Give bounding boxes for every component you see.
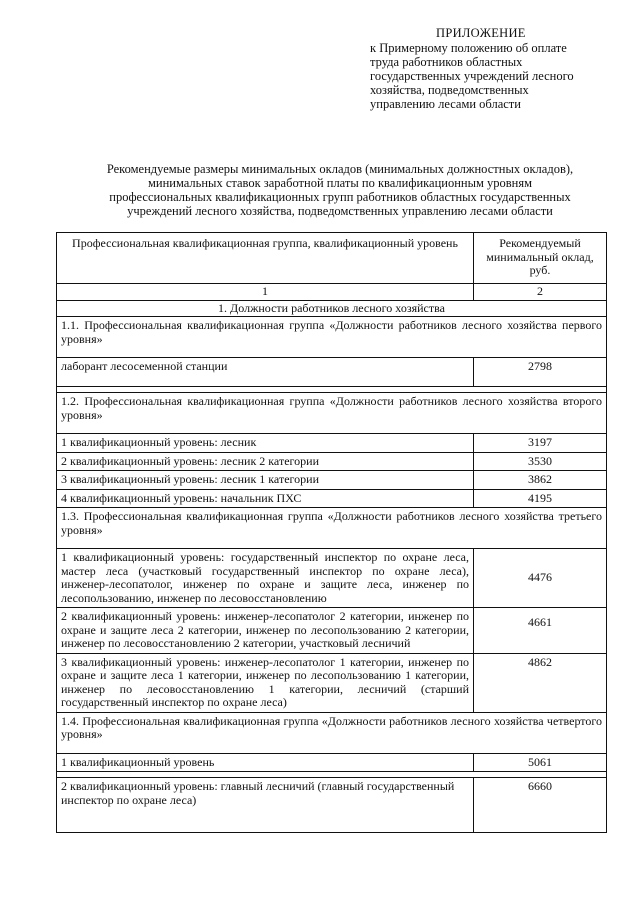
group-row [57,393,607,434]
header-col2: Рекомендуемый минимальный оклад, руб. [474,233,607,284]
group-title: 1.4. Профессиональная квалификационная группа «Должности работников лесного хозяйства четвертого уровня» [57,712,607,753]
appendix-line: к Примерному положению об оплате [370,41,567,55]
title-line: учреждений лесного хозяйства, подведомственных управлению лесами области [127,204,553,218]
position-label: 1 квалификационный уровень: государственный инспектор по охране леса, мастер леса (участковый государственный инспектор по охране леса), инженер-лесопатолог, инженер по охране и защите леса, инженер по лесопользованию, инженер по лесовосстановлению [57,549,474,608]
salary-value: 4661 [474,608,607,654]
appendix-line: труда работников областных [370,55,523,69]
table-row [57,549,607,608]
title-line: профессиональных квалификационных групп работников областных государственных [109,190,571,204]
position-label: 3 квалификационный уровень: лесник 1 категории [57,471,474,490]
position-label: лаборант лесосеменной станции [57,358,474,387]
column-number-1: 1 [57,284,474,301]
header-col1: Профессиональная квалификационная группа, квалификационный уровень [57,233,474,284]
column-number-2: 2 [474,284,607,301]
table-row [57,653,607,712]
salary-value: 3197 [474,434,607,453]
position-label: 1 квалификационный уровень: лесник [57,434,474,453]
title-line: Рекомендуемые размеры минимальных окладов (минимальных должностных окладов), [106,162,574,176]
salary-value: 6660 [474,778,607,833]
salary-value: 3862 [474,471,607,490]
salary-table [56,232,607,833]
appendix-line: управлению лесами области [370,97,521,111]
salary-value: 4195 [474,489,607,508]
salary-value: 4862 [474,653,607,712]
appendix-heading: ПРИЛОЖЕНИЕ [436,26,526,40]
appendix-line: хозяйства, подведомственных [370,83,529,97]
group-row [57,712,607,753]
section-row [57,300,607,317]
table-row [57,489,607,508]
table-row [57,452,607,471]
group-row [57,317,607,358]
header-row [57,233,607,284]
table-row [57,608,607,654]
position-label: 2 квалификационный уровень: главный лесничий (главный государственный инспектор по охране леса) [57,778,474,833]
table-row [57,753,607,772]
position-label: 2 квалификационный уровень: инженер-лесопатолог 2 категории, инженер по охране и защите леса 2 категории, инженер по лесопользованию 2 категории, инженер по лесовосстановлению 2 категории, участковый лесничий [57,608,474,654]
salary-value: 3530 [474,452,607,471]
table-row [57,434,607,453]
table-row [57,471,607,490]
column-number-row [57,284,607,301]
position-label: 1 квалификационный уровень [57,753,474,772]
appendix-block [370,26,620,111]
document-title [60,162,620,218]
table-row [57,778,607,833]
position-label: 3 квалификационный уровень: инженер-лесопатолог 1 категории, инженер по охране и защите леса 1 категории, инженер по лесопользованию 1 категории, инженер по лесовосстановлению 1 категории, лесничий (старший государственный инспектор по охране леса) [57,653,474,712]
salary-value: 5061 [474,753,607,772]
group-title: 1.2. Профессиональная квалификационная группа «Должности работников лесного хозяйства второго уровня» [57,393,607,434]
salary-value: 4476 [474,549,607,608]
appendix-line: государственных учреждений лесного [370,69,574,83]
title-line: минимальных ставок заработной платы по квалификационным уровням [147,176,533,190]
position-label: 2 квалификационный уровень: лесник 2 категории [57,452,474,471]
table-row [57,358,607,387]
salary-value: 2798 [474,358,607,387]
section-title: 1. Должности работников лесного хозяйства [57,300,607,317]
position-label: 4 квалификационный уровень: начальник ПХС [57,489,474,508]
group-row [57,508,607,549]
group-title: 1.3. Профессиональная квалификационная группа «Должности работников лесного хозяйства третьего уровня» [57,508,607,549]
group-title: 1.1. Профессиональная квалификационная группа «Должности работников лесного хозяйства первого уровня» [57,317,607,358]
